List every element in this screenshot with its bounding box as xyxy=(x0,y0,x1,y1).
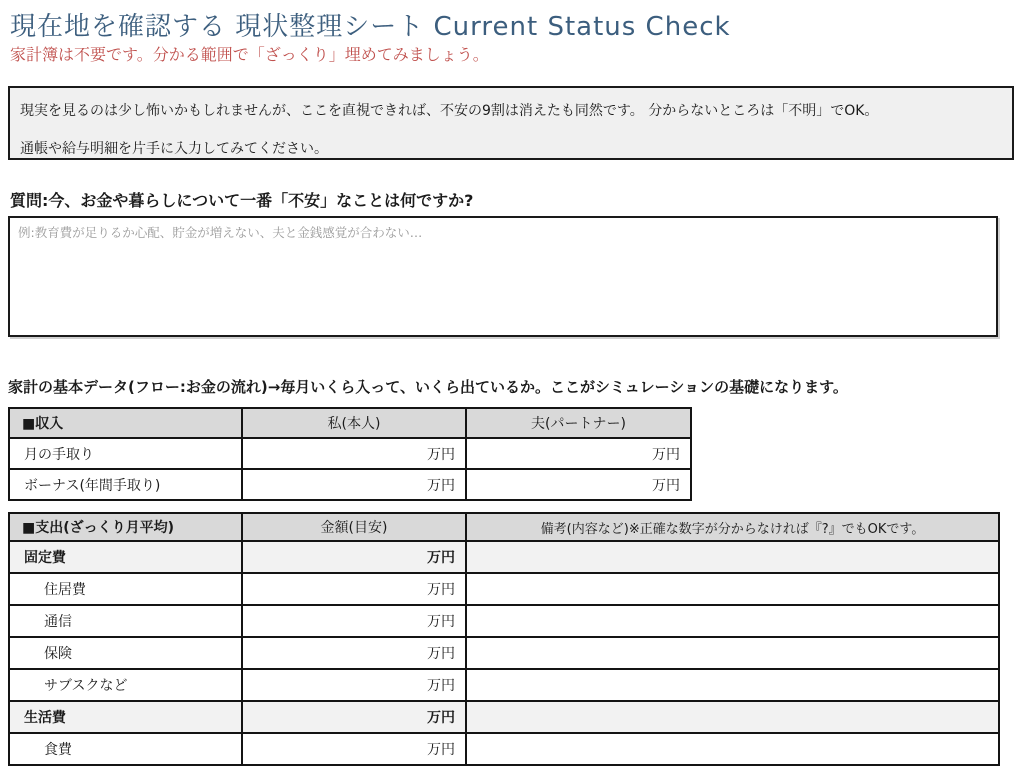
income-header-row xyxy=(9,408,691,438)
expense-table xyxy=(8,512,1000,766)
expense-note-cell[interactable] xyxy=(466,541,999,573)
income-partner-cell[interactable]: 万円 xyxy=(466,438,691,469)
table-row xyxy=(9,573,999,605)
expense-row-label: 固定費 xyxy=(9,541,242,573)
expense-header-row xyxy=(9,513,999,541)
expense-header-note: 備考(内容など)※正確な数字が分からなければ『?』でもOKです。 xyxy=(466,513,999,541)
table-row xyxy=(9,469,691,500)
table-row xyxy=(9,637,999,669)
income-self-cell[interactable]: 万円 xyxy=(242,469,466,500)
table-row xyxy=(9,438,691,469)
expense-row-label: 保険 xyxy=(9,637,242,669)
flow-section-heading: 家計の基本データ(フロー:お金の流れ)→毎月いくら入って、いくら出ているか。ここがシミュレーションの基礎になります。 xyxy=(8,378,848,396)
expense-header-amount: 金額(目安) xyxy=(242,513,466,541)
expense-note-cell[interactable] xyxy=(466,701,999,733)
intro-note-box xyxy=(8,86,1014,160)
income-header-self: 私(本人) xyxy=(242,408,466,438)
expense-amount-cell[interactable]: 万円 xyxy=(242,573,466,605)
anxiety-answer-textarea[interactable] xyxy=(8,216,998,337)
expense-row-label: 通信 xyxy=(9,605,242,637)
expense-note-cell[interactable] xyxy=(466,573,999,605)
page-subtitle: 家計簿は不要です。分かる範囲で「ざっくり」埋めてみましょう。 xyxy=(10,45,489,64)
income-header-partner: 夫(パートナー) xyxy=(466,408,691,438)
expense-amount-cell[interactable]: 万円 xyxy=(242,605,466,637)
expense-note-cell[interactable] xyxy=(466,669,999,701)
income-row-label: 月の手取り xyxy=(9,438,242,469)
expense-row-label: 食費 xyxy=(9,733,242,765)
income-row-label: ボーナス(年間手取り) xyxy=(9,469,242,500)
table-row xyxy=(9,669,999,701)
expense-amount-cell[interactable]: 万円 xyxy=(242,541,466,573)
table-row xyxy=(9,733,999,765)
intro-note-line-2: 通帳や給与明細を片手に入力してみてください。 xyxy=(20,141,328,157)
table-row xyxy=(9,701,999,733)
expense-amount-cell[interactable]: 万円 xyxy=(242,701,466,733)
table-row xyxy=(9,541,999,573)
expense-header-category: ■支出(ざっくり月平均) xyxy=(9,513,242,541)
intro-note-line-1: 現実を見るのは少し怖いかもしれませんが、ここを直視できれば、不安の9割は消えたも同然です。 分からないところは「不明」でOK。 xyxy=(20,103,879,119)
income-partner-cell[interactable]: 万円 xyxy=(466,469,691,500)
expense-note-cell[interactable] xyxy=(466,637,999,669)
expense-amount-cell[interactable]: 万円 xyxy=(242,637,466,669)
expense-note-cell[interactable] xyxy=(466,733,999,765)
expense-row-label: サブスクなど xyxy=(9,669,242,701)
page-title: 現在地を確認する 現状整理シート Current Status Check xyxy=(10,12,731,42)
income-table xyxy=(8,407,692,501)
expense-amount-cell[interactable]: 万円 xyxy=(242,733,466,765)
expense-amount-cell[interactable]: 万円 xyxy=(242,669,466,701)
income-header-category: ■収入 xyxy=(9,408,242,438)
table-row xyxy=(9,605,999,637)
income-self-cell[interactable]: 万円 xyxy=(242,438,466,469)
anxiety-question-label: 質問:今、お金や暮らしについて一番「不安」なことは何ですか? xyxy=(10,191,474,210)
expense-row-label: 住居費 xyxy=(9,573,242,605)
expense-row-label: 生活費 xyxy=(9,701,242,733)
expense-note-cell[interactable] xyxy=(466,605,999,637)
